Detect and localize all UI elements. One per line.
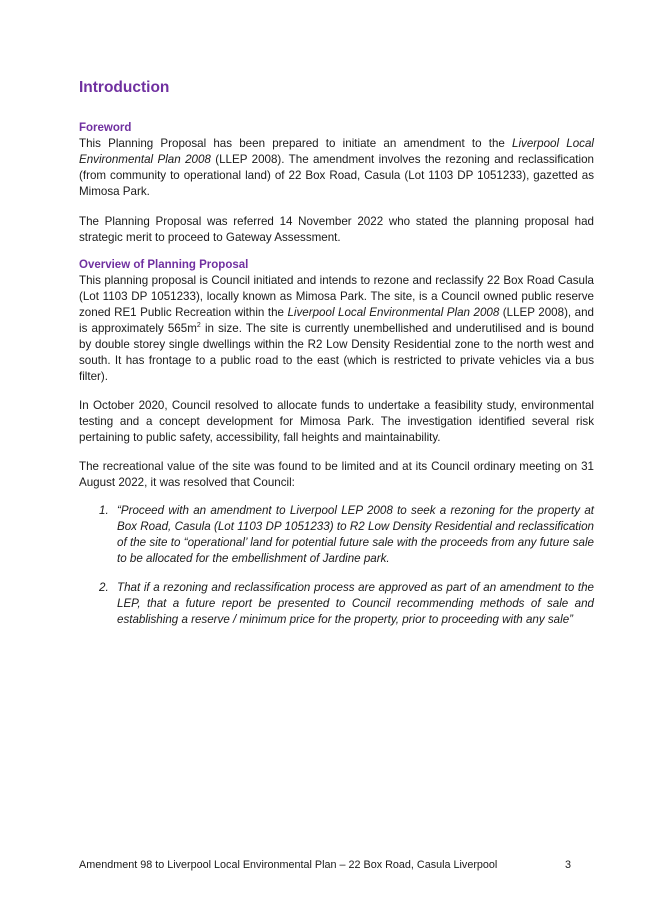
list-item bbox=[79, 580, 594, 628]
resolution-list bbox=[79, 503, 594, 628]
overview-paragraph-3: The recreational value of the site was found to be limited and at its Council ordinary meeting on 31 August 2022, it was resolved that Council: bbox=[79, 460, 594, 489]
overview-title: Overview of Planning Proposal bbox=[79, 259, 249, 271]
foreword-title: Foreword bbox=[79, 122, 132, 134]
foreword-paragraph-1: This Planning Proposal has been prepared to initiate an amendment to the Liverpool Local Environmental Plan 2008 (LLEP 2008). The amendment involves the rezoning and reclassification (from community to operational land) of 22 Box Road, Casula (Lot 1103 DP 1051233), gazetted as Mimosa Park. bbox=[79, 137, 594, 198]
page-number: 3 bbox=[564, 859, 571, 871]
overview-section bbox=[79, 258, 594, 385]
foreword-paragraph-2: The Planning Proposal was referred 14 November 2022 who stated the planning proposal had strategic merit to proceed to Gateway Assessment. bbox=[79, 215, 594, 244]
page-heading: Introduction bbox=[79, 79, 170, 96]
overview-paragraph-1: This planning proposal is Council initiated and intends to rezone and reclassify 22 Box Road Casula (Lot 1103 DP 1051233), locally known as Mimosa Park. The site, is a Council owned public reserve zoned RE1 Public Recreation within the Liverpool Local Environmental Plan 2008 (LLEP 2008), and is approximately $565m^2$ in size. The site is currently unembellished and underutilised and is bound by double storey single dwellings within the R2 Low Density Residential zone to the north west and south. It has frontage to a public road to the east (which is restricted to private vehicles via a bus filter). bbox=[79, 274, 594, 383]
list-item-text: That if a rezoning and reclassification process are approved as part of an amendment to the LEP, that a future report be presented to Council recommending methods of sale and establishing a reserve / minimum price for the property, prior to proceeding with any sale” bbox=[117, 581, 594, 626]
list-item bbox=[79, 503, 594, 567]
foreword-section bbox=[79, 121, 594, 200]
list-item-number: 1. bbox=[99, 504, 109, 517]
list-item-text: “Proceed with an amendment to Liverpool LEP 2008 to seek a rezoning for the property at Box Road, Casula (Lot 1103 DP 1051233) to R2 Low Density Residential and reclassification of the site to “operational’ land for potential future sale with the proceeds from any future sale to be allocated for the embellishment of Jardine park. bbox=[117, 504, 594, 565]
overview-paragraph-2: In October 2020, Council resolved to allocate funds to undertake a feasibility study, environmental testing and a concept development for Mimosa Park. The investigation identified several risk pertaining to public safety, accessibility, fall heights and maintainability. bbox=[79, 399, 594, 444]
page-footer bbox=[79, 858, 571, 872]
footer-text: Amendment 98 to Liverpool Local Environmental Plan – 22 Box Road, Casula Liverpool bbox=[79, 859, 498, 871]
list-item-number: 2. bbox=[99, 581, 109, 594]
